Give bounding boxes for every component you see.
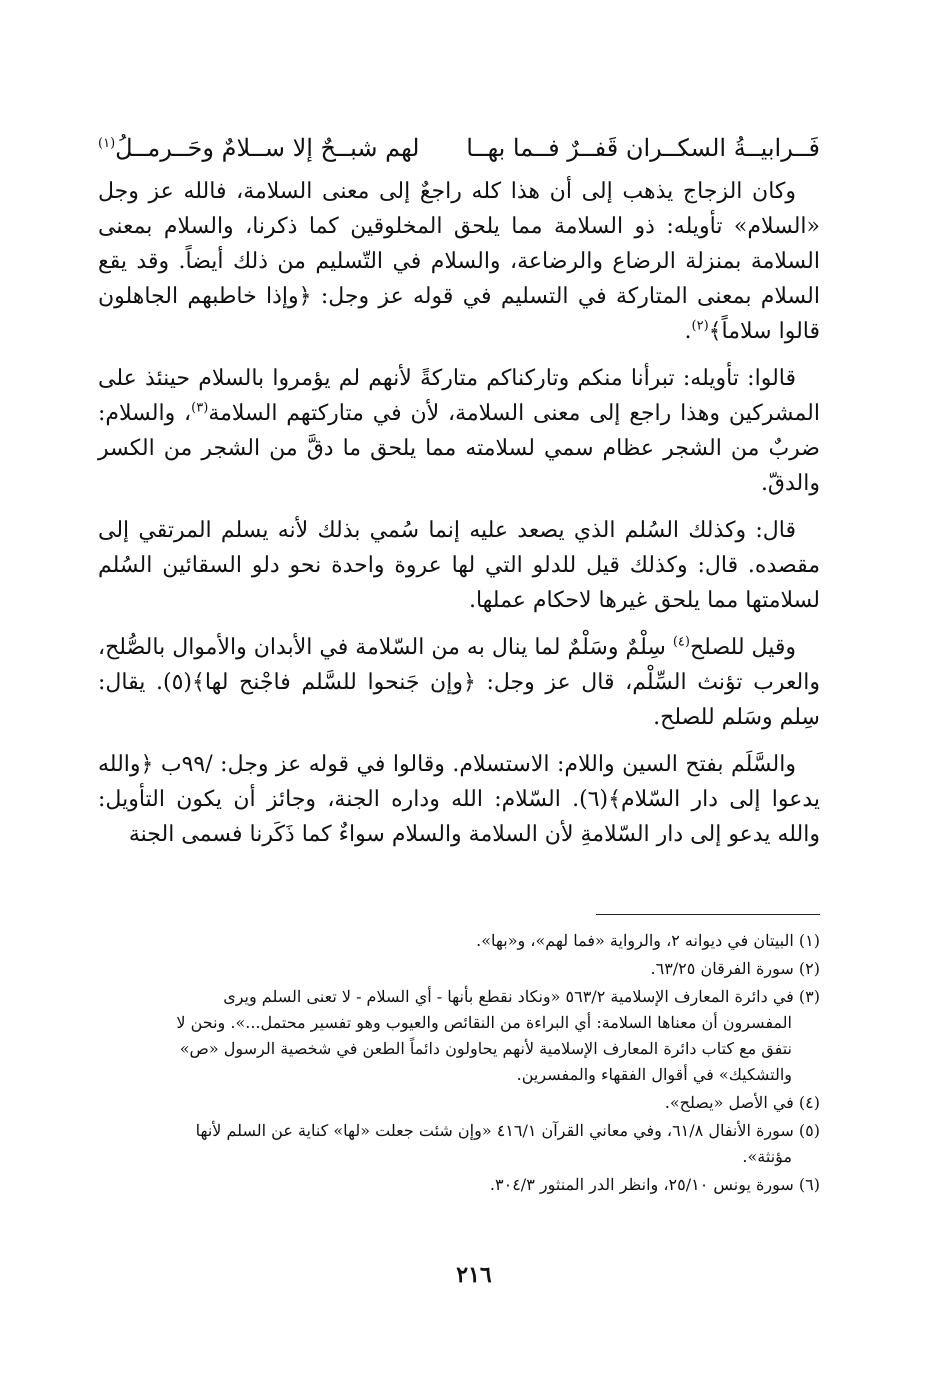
footnote-ref-3[interactable]: (٣) (191, 400, 209, 416)
footnote-separator (596, 914, 820, 915)
footnotes-list (160, 928, 820, 1200)
footnote-4: (٤) في الأصل «يصلح». (664, 1093, 820, 1112)
footnote-3: (٣) في دائرة المعارف الإسلامية ٥٦٣/٢ «ونكاد نقطع بأنها - أي السلام - لا تعنى السلم ويرى المفسرون أن معناها السلامة: أي البراءة من النقائص والعيوب وهو تفسير محتمل...». ونحن لا نتفق مع كتاب دائرة المعارف الإسلامية لأنهم يحاولون دائماً الطعن في شخصية الرسول «ص» والتشكيك» في أقوال الفقهاء والمفسرين. (176, 987, 820, 1084)
footnote-6: (٦) سورة يونس ٢٥/١٠، وانظر الدر المنثور ٣٠٤/٣. (489, 1175, 820, 1194)
verse-right-hemistich: فَــرابيــةُ السكــران قَفــرٌ فــما بهــا (466, 134, 820, 162)
page-number: ٢١٦ (456, 1262, 492, 1288)
poetry-verse (98, 128, 820, 168)
paragraph-5: والسَّلَم بفتح السين واللام: الاستسلام. وقالوا في قوله عز وجل: /٩٩ب ﴿والله يدعوا إلى دار السّلام﴾(٦). السّلام: الله وداره الجنة، وجائز أن يكون التأويل: والله يدعو إلى دار السّلامةِ لأن السلامة والسلام سواءٌ كما ذَكَرنا فسمى الجنة (98, 752, 820, 847)
verse-left-hemistich: لهم شبــحٌ إلا ســلامٌ وحَــرمــلُ$^{(١)}$ (98, 134, 420, 162)
footnote-ref-2[interactable]: (٢) (691, 318, 709, 334)
footnote-1: (١) البيتان في ديوانه ٢، والرواية «فما لهم»، و«بها». (476, 931, 820, 950)
footnote-ref-4[interactable]: (٤) (672, 634, 690, 650)
paragraph-1: وكان الزجاج يذهب إلى أن هذا كله راجعٌ إلى معنى السلامة، فالله عز وجل «السلام» تأويله: ذو السلامة مما يلحق المخلوقين كما ذكرنا، والسلام بمعنى السلامة بمنزلة الرضاع والرضاعة، والسلام في التّسليم من ذلك أيضاً. وقد يقع السلام بمعنى المتاركة في التسليم في قوله عز وجل: ﴿وإذا خاطبهم الجاهلون قالوا سلاماً﴾$^{(٢)}$. (98, 179, 820, 344)
paragraph-4: وقيل للصلح$^{(٤)}$ سِلْمٌ وسَلْمٌ لما ينال به من السّلامة في الأبدان والأموال بالصُّلح، والعرب تؤنث السِّلْم، قال عز وجل: ﴿وإن جَنحوا للسَّلم فاجْنح لها﴾(٥). يقال: سِلم وسَلم للصلح. (98, 634, 820, 730)
main-text (98, 128, 820, 864)
footnote-5: (٥) سورة الأنفال ٦١/٨، وفي معاني القرآن ٤١٦/١ «وإن شئت جعلت «لها» كناية عن السلم لأنها مؤنثة». (195, 1121, 820, 1166)
footnote-ref-1[interactable]: (١) (98, 136, 116, 151)
paragraph-3: قال: وكذلك السُلم الذي يصعد عليه إنما سُمي بذلك لأنه يسلم المرتقي إلى مقصده. قال: وكذلك قيل للدلو التي لها عروة واحدة نحو دلو السقائين السُلم لسلامتها مما يلحق غيرها لاحكام عملها. (98, 518, 820, 613)
footnote-2: (٢) سورة الفرقان ٦٣/٢٥. (650, 959, 820, 978)
paragraph-2: قالوا: تأويله: تبرأنا منكم وتاركناكم متاركةً لأنهم لم يؤمروا بالسلام حينئذ على المشركين وهذا راجع إلى معنى السلامة، لأن في متاركتهم السلامة$^{(٣)}$، والسلام: ضربٌ من الشجر عظام سمي لسلامته مما يلحق ما دقَّ من الشجر من الكسر والدقّ. (98, 366, 820, 496)
